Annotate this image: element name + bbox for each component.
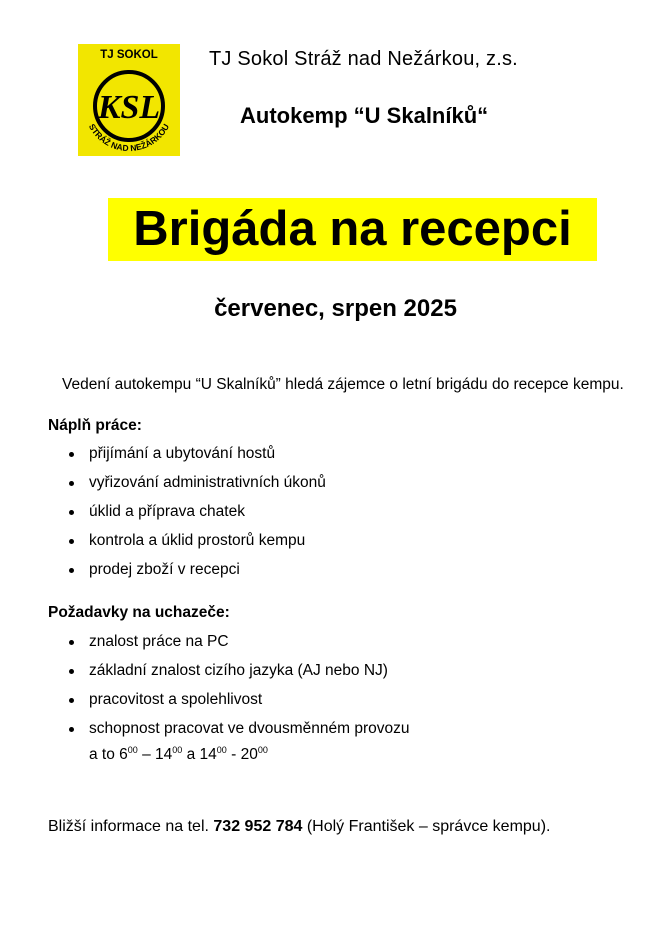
contact-suffix: (Holý František – správce kempu). [302,818,551,835]
camp-name: Autokemp “U Skalníků“ [240,103,489,128]
headline: Brigáda na recepci [133,202,572,256]
shift1-start-min: 00 [127,745,138,755]
duties-title: Náplň práce: [48,417,142,434]
logo-top-text: TJ SOKOL [100,49,158,61]
shift2-end: 20 [240,746,258,763]
shift-prefix: a to [89,746,120,763]
dash: - [226,746,241,763]
contact-prefix: Bližší informace na tel. [48,818,214,835]
shift2-start-min: 00 [216,745,227,755]
headline-highlight [108,198,597,261]
bullet-icon [69,510,74,515]
organization-name: TJ Sokol Stráž nad Nežárkou, z.s. [209,48,518,70]
and-text: a [182,746,200,763]
sokol-logo [78,44,180,156]
requirements-title: Požadavky na uchazeče: [48,604,230,621]
shift2-end-min: 00 [257,745,268,755]
shift1-end: 14 [155,746,173,763]
list-item-text: schopnost pracovat ve dvousměnném provozu [89,720,410,737]
list-item [48,445,326,474]
dash: – [137,746,156,763]
phone-number: 732 952 784 [213,818,303,835]
list-item-text: pracovitost a spolehlivost [89,691,263,708]
logo-monogram: KSL [97,89,161,126]
shift1-start: 6 [119,746,128,763]
bullet-icon [69,727,74,732]
logo-bottom-text: STRÁŽ NAD NEŽÁRKOU [86,122,172,154]
list-item [48,662,410,691]
bullet-icon [69,452,74,457]
list-item [48,532,326,561]
bullet-icon [69,539,74,544]
shift2-start: 14 [199,746,217,763]
shift1-end-min: 00 [172,745,183,755]
list-item-text: vyřizování administrativních úkonů [89,474,326,491]
duties-list [48,445,326,590]
list-item-text: základní znalost cizího jazyka (AJ nebo NJ) [89,662,388,679]
intro-text: Vedení autokempu “U Skalníků” hledá zájemce o letní brigádu do recepce kempu. [62,376,624,393]
list-item-text: znalost práce na PC [89,633,229,650]
bullet-icon [69,568,74,573]
list-item [48,633,410,662]
list-item [48,561,326,590]
requirements-list [48,633,410,749]
bullet-icon [69,640,74,645]
list-item [48,691,410,720]
bullet-icon [69,669,74,674]
list-item-text: kontrola a úklid prostorů kempu [89,532,306,549]
contact-info [48,818,550,836]
list-item-text: úklid a příprava chatek [89,503,245,520]
bullet-icon [69,698,74,703]
list-item-text: prodej zboží v recepci [89,561,240,578]
period: červenec, srpen 2025 [214,295,457,322]
shift-hours [89,745,268,764]
bullet-icon [69,481,74,486]
list-item [48,474,326,503]
list-item [48,503,326,532]
list-item-text: přijímání a ubytování hostů [89,445,276,462]
